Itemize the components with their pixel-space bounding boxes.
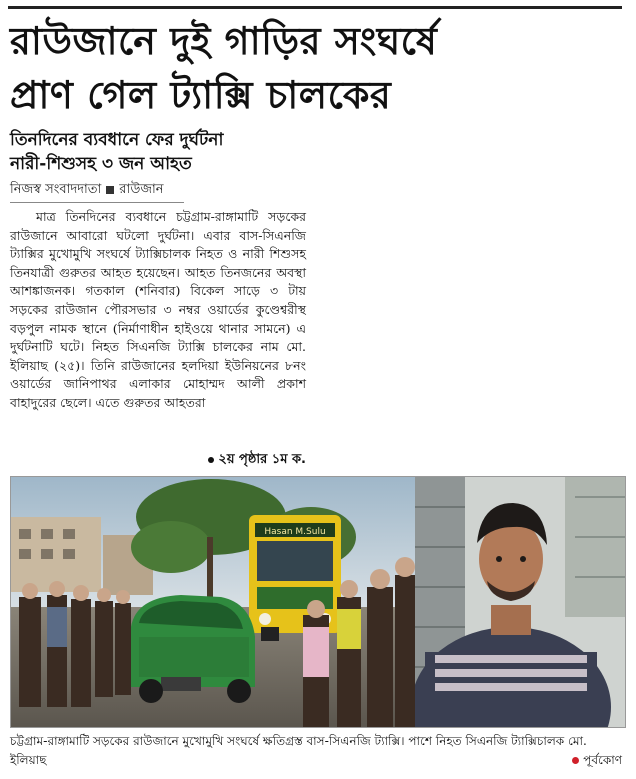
headline-line-2: প্রাণ গেল ট্যাক্সি চালকের xyxy=(10,73,392,117)
byline xyxy=(10,180,164,201)
continuation-text: ২য় পৃষ্ঠার ১ম ক. xyxy=(218,452,306,467)
byline-location: রাউজান xyxy=(119,182,164,197)
continuation-note xyxy=(170,450,306,471)
headline-line-1: রাউজানে দুই গাড়ির সংঘর্ষে xyxy=(10,19,438,63)
article-photo xyxy=(10,476,626,728)
photo-credit xyxy=(572,752,622,772)
subheadline-line-2: নারী-শিশুসহ ৩ জন আহত xyxy=(10,154,192,174)
accident-scene-photo xyxy=(11,477,415,727)
victim-portrait-photo xyxy=(415,477,625,727)
square-bullet-icon xyxy=(106,186,114,194)
subheadline xyxy=(10,128,622,176)
credit-dot-icon xyxy=(572,757,579,764)
headline xyxy=(10,14,622,122)
article-body: মাত্র তিনদিনের ব্যবধানে চট্টগ্রাম-রাঙ্গামাটি সড়কের রাউজানে আবারো ঘটলো দুর্ঘটনা। এবার বাস-সিএনজি ট্যাক্সির মুখোমুখি সংঘর্ষে ট্যাক্সিচালক নিহত ও নারী শিশুসহ তিনযাত্রী গুরুতর আহত হয়েছেন। আহত তিনজনের অবস্থা আশঙ্কাজনক। গতকাল (শনিবার) বিকেল সাড়ে ৩ টায় সড়কের রাউজান পৌরসভার ৩ নম্বর ওয়ার্ডের কুণ্ডেশ্বরীস্থ বড়পুল নামক স্থানে (নির্মাণাধীন হাইওয়ে থানার সামনে) এ দুর্ঘটনাটি ঘটে। নিহত সিএনজি ট্যাক্সি চালকের নাম মো. ইলিয়াছ (২৫)। তিনি রাউজানের হলদিয়া ইউনিয়নের ৮নং ওয়ার্ডের জানিপাথর এলাকার মোহাম্মদ আলী প্রকাশ বাহাদুরের ছেলে। এতে গুরুতর আহতরা xyxy=(10,209,306,410)
credit-text: পূর্বকোণ xyxy=(583,753,622,767)
photo-caption: চট্টগ্রাম-রাঙ্গামাটি সড়কের রাউজানে মুখোমুখি সংঘর্ষে ক্ষতিগ্রস্ত বাস-সিএনজি ট্যাক্সি। পাশে নিহত সিএনজি ট্যাক্সিচালক মো. ইলিয়াছ xyxy=(10,734,587,767)
byline-reporter: নিজস্ব সংবাদদাতা xyxy=(10,182,102,197)
byline-divider xyxy=(10,202,184,203)
subheadline-line-1: তিনদিনের ব্যবধানে ফের দুর্ঘটনা xyxy=(10,130,224,150)
top-rule xyxy=(8,6,622,9)
bullet-icon xyxy=(208,457,214,463)
bus-sign: Hasan M.Sulu xyxy=(264,527,326,537)
